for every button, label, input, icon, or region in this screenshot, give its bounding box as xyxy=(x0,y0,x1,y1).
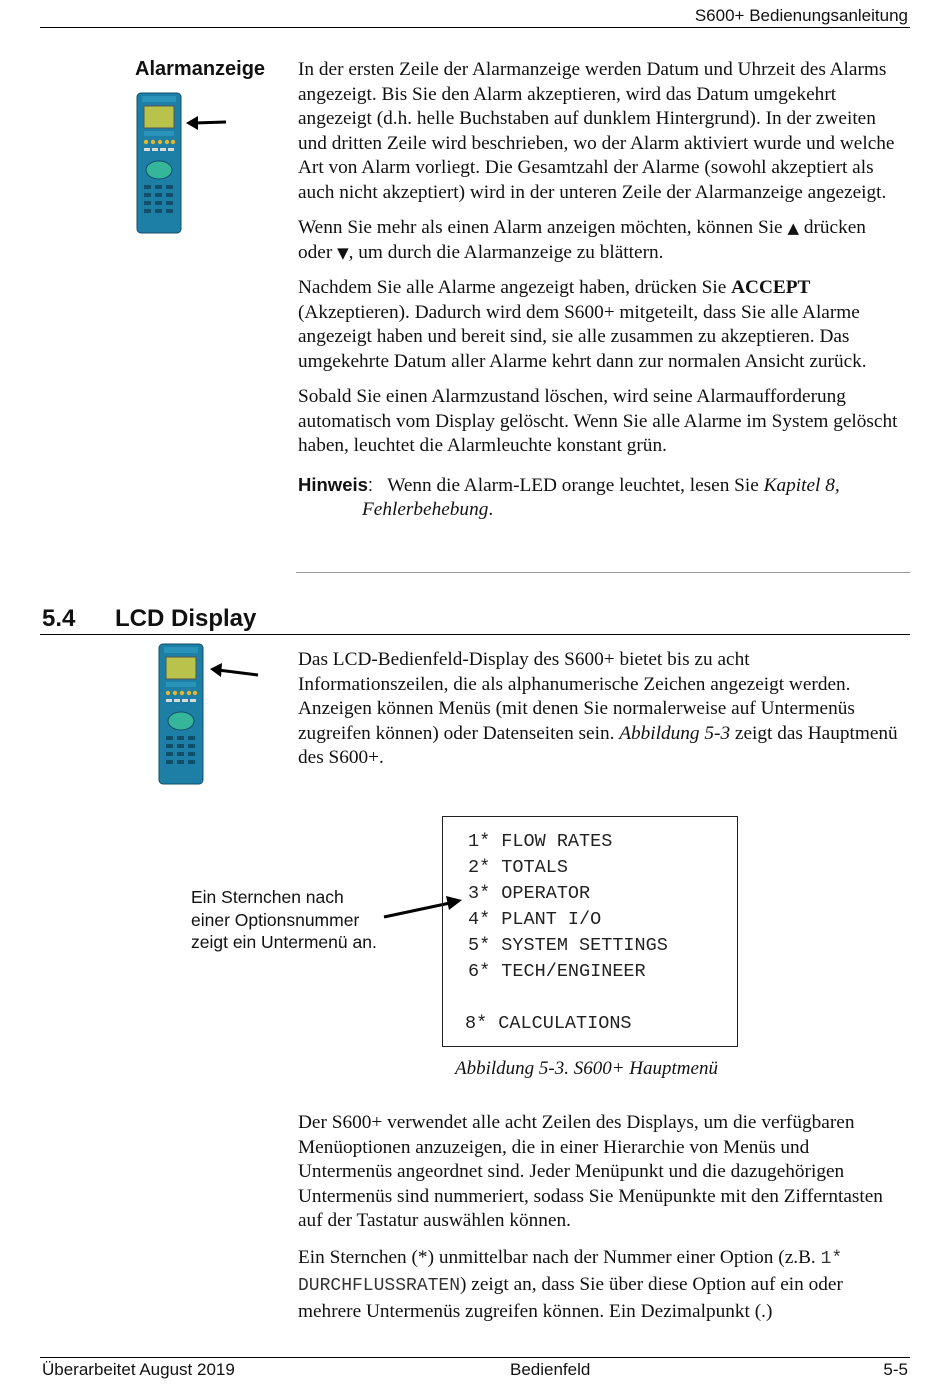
alarm-paragraph-1: In der ersten Zeile der Alarmanzeige werden Datum und Uhrzeit des Alarms angezeigt. Bis Sie den Alarm akzeptieren, wird das Datum umgekehrt angezeigt (d.h. helle Buchstaben auf dunklem Hintergrund). In der zweiten und dritten Zeile wird beschrieben, wo der Alarm aktiviert wurde und welche Art von Alarm vorliegt. Die Gesamtzahl der Alarme (sowohl akzeptiert als auch nicht akzeptiert) wird in der unteren Zeile der Alarmanzeige angezeigt. xyxy=(298,59,895,203)
alarm-scroll-paragraph xyxy=(298,216,898,265)
text-run: Ein Sternchen (*) unmittelbar nach der Nummer einer Option (z.B. xyxy=(298,1246,821,1268)
footer-revision: Überarbeitet August 2019 xyxy=(42,1360,235,1379)
section-rule xyxy=(40,634,910,635)
lcd-body xyxy=(298,1111,898,1336)
text-run: zeigt das Hauptmenü des S600+. xyxy=(298,722,898,768)
menu-item-operator: 3* OPERATOR xyxy=(468,883,591,904)
menu-item-totals: 2* TOTALS xyxy=(468,857,568,878)
lcd-asterisk-paragraph xyxy=(298,1245,898,1325)
text-run: drücken oder xyxy=(298,217,866,263)
figure-reference: Abbildung 5-3 xyxy=(619,722,731,744)
note-rule xyxy=(296,572,910,573)
lcd-main-menu-figure xyxy=(442,816,738,1047)
side-heading-alarmanzeige: Alarmanzeige xyxy=(135,58,266,80)
device-image xyxy=(158,643,204,785)
menu-item-tech-engineer: 6* TECH/ENGINEER xyxy=(468,961,646,982)
note-label: Hinweis xyxy=(298,473,368,495)
callout-line: Ein Sternchen nach xyxy=(191,887,344,907)
text-run: Nachdem Sie alle Alarme angezeigt haben, drücken Sie xyxy=(298,277,732,298)
lcd-hierarchy-paragraph: Der S600+ verwendet alle acht Zeilen des Displays, um die verfügbaren Menüoptionen anzuzeigen, die in einer Hierarchie von Menüs und Untermenüs angeordnet sind. Jeder Menüpunkt und die dazugehörigen Untermenüs sind nummeriert, sodass Sie Menüpunkte mit den Zifferntasten auf der Tastatur auswählen können. xyxy=(298,1112,883,1231)
text-run: . xyxy=(488,499,494,520)
alarm-body xyxy=(298,58,898,527)
text-run: Das LCD-Bedienfeld-Display des S600+ bietet bis zu acht Informationszeilen, die als alphanumerische Zeichen angezeigt werden. Anzeigen können Menüs (mit denen Sie normalerweise auf Untermenüs zugreifen können) oder Datenseiten sein. xyxy=(298,649,855,744)
text-run: Wenn Sie mehr als einen Alarm anzeigen möchten, können Sie xyxy=(298,217,788,238)
menu-item-flow-rates: 1* FLOW RATES xyxy=(468,831,613,852)
lcd-intro xyxy=(298,648,898,782)
arrow-icon xyxy=(186,112,228,132)
code-example: 1* DURCHFLUSSRATEN xyxy=(298,1248,843,1296)
section-title: LCD Display xyxy=(115,605,257,632)
header-rule xyxy=(40,27,910,28)
running-header: S600+ Bedienungsanleitung xyxy=(694,6,908,25)
note-text: Wenn die Alarm-LED orange leuchtet, lesen Sie xyxy=(387,474,764,496)
callout-line: einer Optionsnummer xyxy=(191,909,360,930)
section-number: 5.4 xyxy=(42,605,76,632)
note-block: Hinweis: Wenn die Alarm-LED orange leuchtet, lesen Sie Kapitel 8, Fehlerbehebung. xyxy=(298,473,840,520)
text-run: (Akzeptieren). Dadurch wird dem S600+ mitgeteilt, dass Sie alle Alarme angezeigt haben und bereit sind, sie alle zusammen zu akzeptieren. Das umgekehrte Datum aller Alarme kehrt dann zur normalen Ansicht zurück. xyxy=(298,301,867,372)
alarm-clear-paragraph: Sobald Sie einen Alarmzustand löschen, wird seine Alarmaufforderung automatisch vom Display gelöscht. Wenn Sie alle Alarme im System gelöscht haben, leuchtet die Alarmleuchte konstant grün. xyxy=(298,386,898,456)
alarm-accept-paragraph xyxy=(298,276,898,374)
arrow-icon xyxy=(210,662,260,682)
footer-chapter: Bedienfeld xyxy=(510,1360,591,1379)
note-reference: Kapitel 8, Fehlerbehebung xyxy=(362,474,840,520)
callout-text xyxy=(191,886,377,954)
footer-page-number: 5-5 xyxy=(883,1360,908,1379)
figure-caption: Abbildung 5-3. S600+ Hauptmenü xyxy=(455,1058,718,1079)
lcd-intro-paragraph xyxy=(298,648,898,771)
text-run: , um durch die Alarmanzeige zu blättern. xyxy=(348,241,664,263)
menu-item-plant-io: 4* PLANT I/O xyxy=(468,909,602,930)
device-image xyxy=(136,92,182,234)
up-arrow-icon: ▲ xyxy=(787,219,799,237)
text-run: ) zeigt an, dass Sie über diese Option auf ein oder mehrere Untermenüs zugreifen können. Ein Dezimalpunkt (.) xyxy=(298,1273,843,1322)
footer-rule xyxy=(40,1357,910,1358)
menu-item-calculations: 8* CALCULATIONS xyxy=(465,1013,632,1034)
menu-item-system-settings: 5* SYSTEM SETTINGS xyxy=(468,935,668,956)
down-arrow-icon: ▼ xyxy=(337,243,349,262)
accept-key-label: ACCEPT xyxy=(731,277,811,298)
callout-line: zeigt ein Untermenü an. xyxy=(191,932,377,952)
